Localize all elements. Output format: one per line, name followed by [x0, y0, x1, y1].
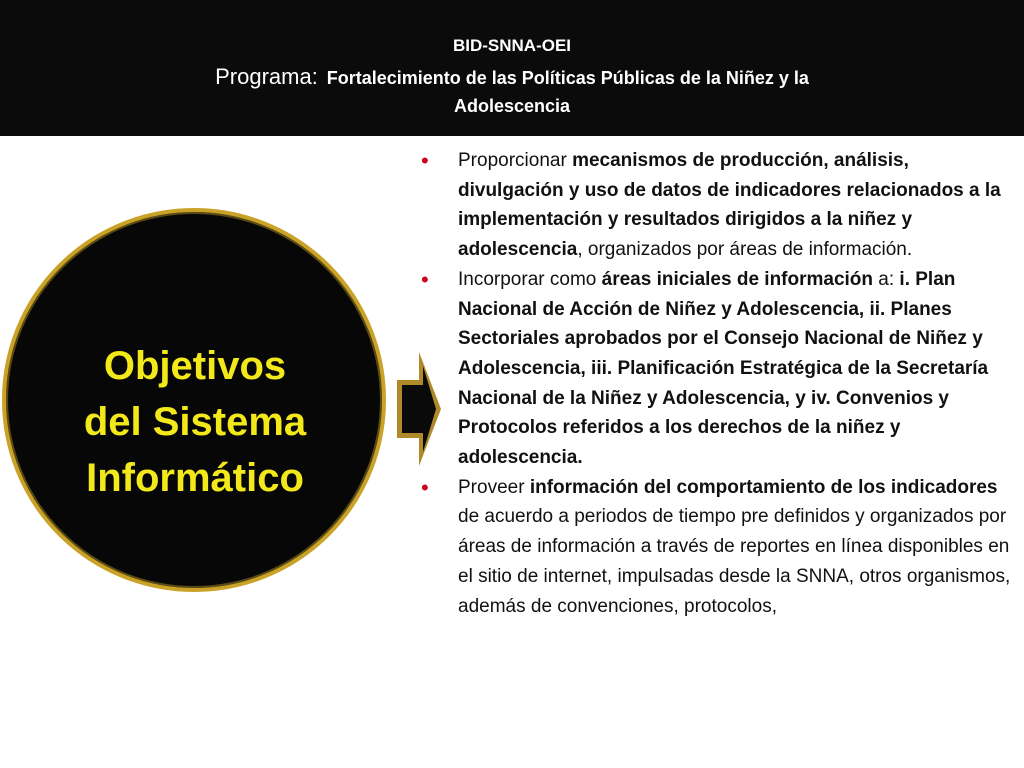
bullet-icon: •	[421, 148, 429, 173]
item-text: , organizados por áreas de información.	[577, 239, 913, 261]
item-text: Proveer	[458, 476, 530, 498]
list-item	[418, 146, 1014, 265]
list-item	[418, 265, 1014, 473]
item-text: Incorporar como	[458, 268, 602, 290]
circle-title-line3: Informático	[86, 456, 304, 500]
objectives-circle-title	[30, 338, 360, 506]
circle-title-line2: del Sistema	[83, 400, 307, 444]
list-item	[418, 473, 1014, 622]
item-text: de acuerdo a periodos de tiempo pre definidos y organizados por áreas de información a través de reportes en línea disponibles en el sitio de internet, impulsadas desde la SNNA, otros organismos, además de convenciones, protocolos,	[458, 506, 1011, 617]
item-text: a:	[873, 268, 900, 290]
circle-title-line1: Objetivos	[103, 344, 287, 388]
item-text: Proporcionar	[458, 150, 573, 171]
program-title-line2: Adolescencia	[453, 96, 571, 116]
objectives-list	[418, 146, 1014, 621]
header-bar	[0, 0, 1024, 136]
program-label: Programa:	[215, 64, 318, 89]
program-title-line1: Fortalecimiento de las Políticas Públicas de la Niñez y la	[326, 68, 809, 88]
item-emphasis: información del comportamiento de los indicadores	[529, 476, 998, 498]
item-emphasis: áreas iniciales de información	[601, 268, 874, 290]
program-code: BID-SNNA-OEI	[452, 36, 572, 55]
program-heading	[0, 62, 1024, 95]
item-emphasis: i. Plan Nacional de Acción de Niñez y Adolescencia, ii. Planes Sectoriales aprobados por el Consejo Nacional de Niñez y Adolescencia, iii. Planificación Estratégica de la Secretaría Nacional de la Niñez y Adolescencia, y iv. Convenios y Protocolos referidos a los derechos de la niñez y adolescencia.	[458, 268, 989, 469]
bullet-icon: •	[421, 266, 429, 292]
bullet-icon: •	[421, 474, 429, 500]
item-emphasis: mecanismos de producción, análisis, divulgación y uso de datos de indicadores relacionados a la implementación y resultados dirigidos a la niñez y adolescencia	[458, 150, 1001, 261]
